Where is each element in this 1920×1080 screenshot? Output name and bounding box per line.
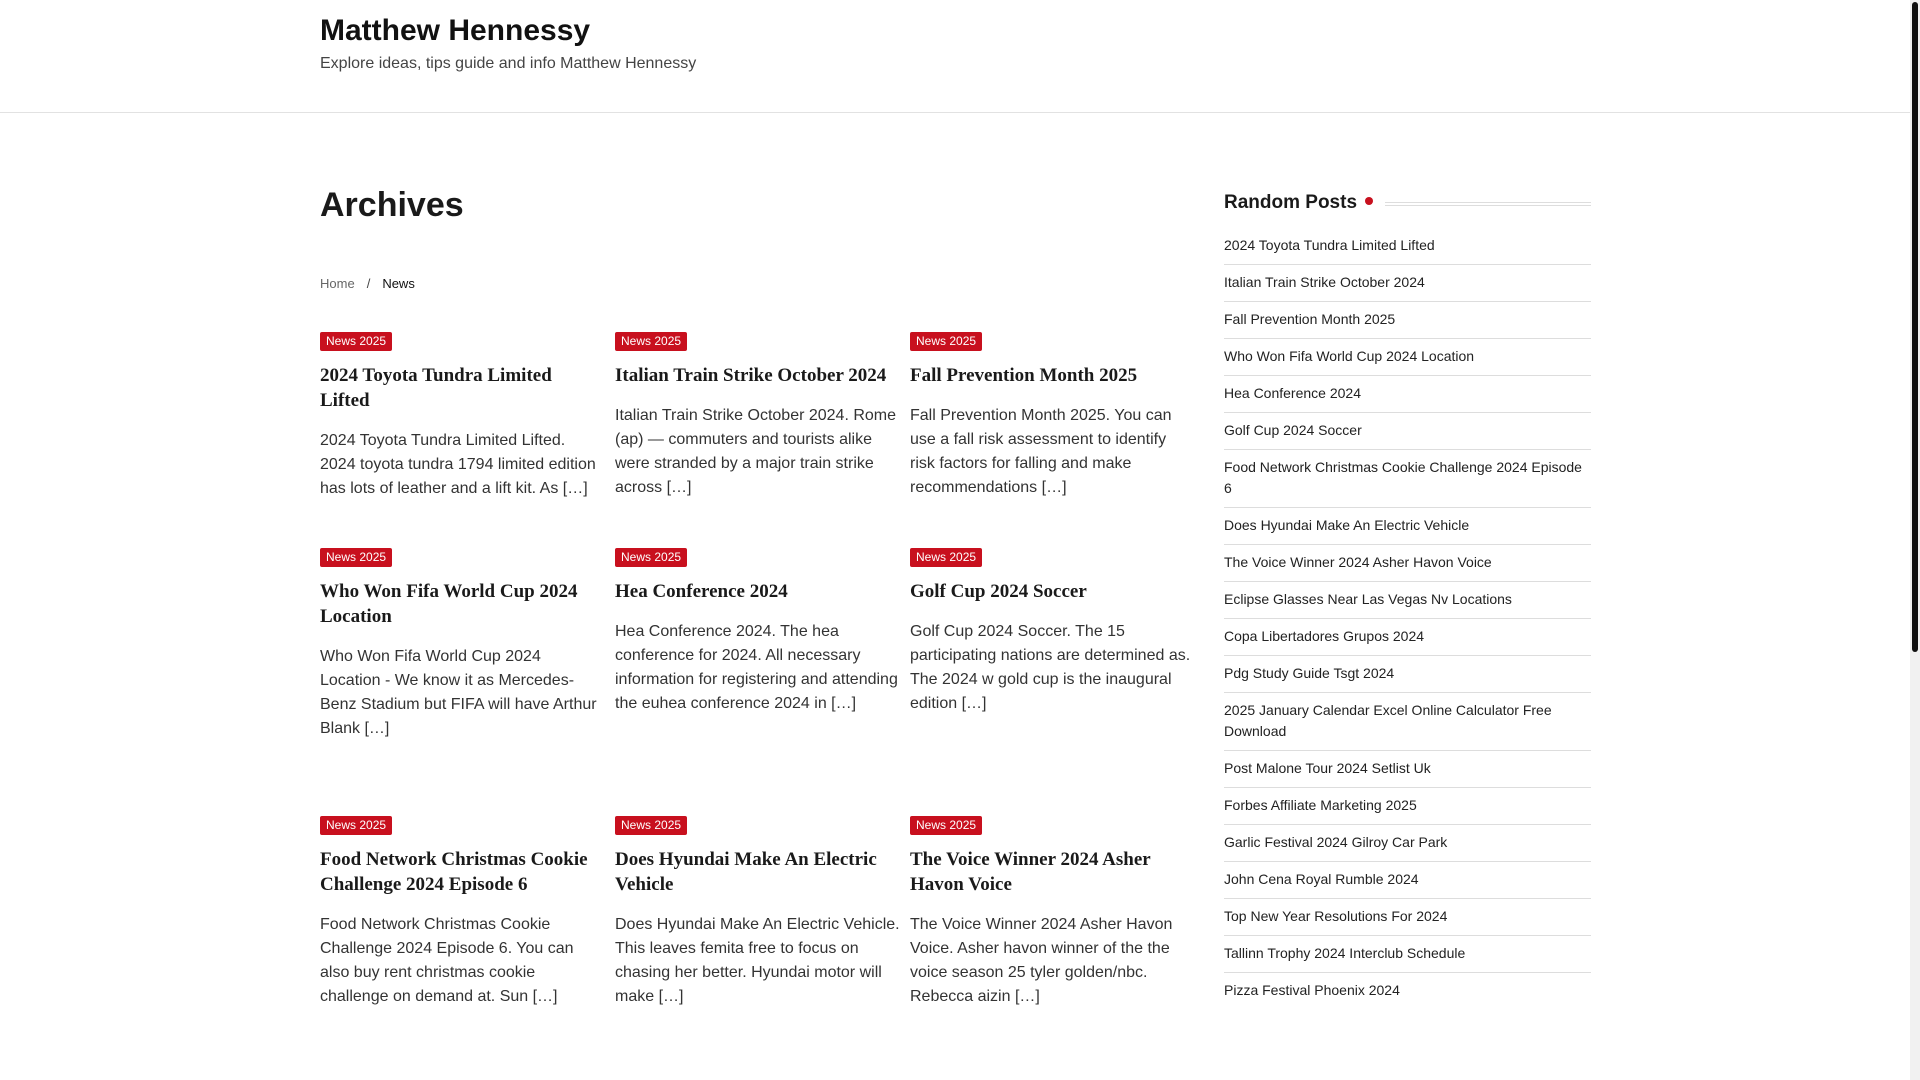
list-item — [1224, 788, 1591, 825]
post-title-link[interactable]: 2024 Toyota Tundra Limited Lifted — [320, 365, 552, 411]
post-category-badge[interactable]: News 2025 — [615, 548, 687, 567]
random-post-link[interactable]: Hea Conference 2024 — [1224, 385, 1361, 401]
list-item — [1224, 936, 1591, 973]
list-item — [1224, 582, 1591, 619]
post-category-badge[interactable]: News 2025 — [320, 548, 392, 567]
random-post-link[interactable]: Post Malone Tour 2024 Setlist Uk — [1224, 760, 1431, 776]
random-post-link[interactable]: Pdg Study Guide Tsgt 2024 — [1224, 665, 1395, 681]
post-card — [615, 548, 900, 816]
site-title-link[interactable]: Matthew Hennessy — [320, 14, 591, 47]
random-posts-heading — [1224, 192, 1591, 216]
post-category-badge[interactable]: News 2025 — [910, 816, 982, 835]
list-item — [1224, 751, 1591, 788]
widget-title — [1224, 192, 1385, 214]
random-post-link[interactable]: Top New Year Resolutions For 2024 — [1224, 908, 1448, 924]
site-tagline: Explore ideas, tips guide and info Matthew Hennessy — [320, 55, 697, 72]
post-card — [320, 816, 605, 1036]
breadcrumb — [320, 276, 415, 291]
post-card — [910, 332, 1195, 548]
random-post-link[interactable]: Italian Train Strike October 2024 — [1224, 274, 1425, 290]
list-item — [1224, 339, 1591, 376]
list-item — [1224, 899, 1591, 936]
random-post-link[interactable]: John Cena Royal Rumble 2024 — [1224, 871, 1419, 887]
random-post-link[interactable]: The Voice Winner 2024 Asher Havon Voice — [1224, 554, 1492, 570]
post-category-badge[interactable]: News 2025 — [320, 332, 392, 351]
random-post-link[interactable]: 2025 January Calendar Excel Online Calculator Free Download — [1224, 702, 1552, 739]
page-title: Archives — [320, 186, 464, 224]
random-post-link[interactable]: Tallinn Trophy 2024 Interclub Schedule — [1224, 945, 1466, 961]
post-excerpt: Hea Conference 2024. The hea conference for 2024. All necessary information for registering and attending the euhea conference 2024 in […] — [615, 623, 898, 712]
post-title-link[interactable]: Does Hyundai Make An Electric Vehicle — [615, 849, 877, 895]
post-category-badge[interactable]: News 2025 — [910, 332, 982, 351]
list-item — [1224, 862, 1591, 899]
post-category-badge[interactable]: News 2025 — [910, 548, 982, 567]
post-card — [910, 816, 1195, 1036]
breadcrumb-current: News — [382, 276, 415, 291]
list-item — [1224, 508, 1591, 545]
random-post-link[interactable]: Food Network Christmas Cookie Challenge 2024 Episode 6 — [1224, 459, 1582, 496]
random-post-link[interactable]: Copa Libertadores Grupos 2024 — [1224, 628, 1425, 644]
random-post-link[interactable]: Eclipse Glasses Near Las Vegas Nv Locations — [1224, 591, 1512, 607]
post-title-link[interactable]: Hea Conference 2024 — [615, 581, 788, 602]
random-post-link[interactable]: Pizza Festival Phoenix 2024 — [1224, 982, 1400, 998]
random-post-link[interactable]: Who Won Fifa World Cup 2024 Location — [1224, 348, 1475, 364]
posts-grid — [320, 332, 1208, 1036]
post-excerpt: Italian Train Strike October 2024. Rome (ap) — commuters and tourists alike were stranded by a major train strike across […] — [615, 407, 897, 496]
post-title-link[interactable]: The Voice Winner 2024 Asher Havon Voice — [910, 849, 1151, 895]
widget-title-text: Random Posts — [1224, 192, 1358, 213]
post-excerpt: 2024 Toyota Tundra Limited Lifted. 2024 toyota tundra 1794 limited edition has lots of leather and a lift kit. As […] — [320, 432, 596, 497]
list-item — [1224, 825, 1591, 862]
post-title-link[interactable]: Italian Train Strike October 2024 — [615, 365, 887, 386]
post-excerpt: Food Network Christmas Cookie Challenge 2024 Episode 6. You can also buy rent christmas cookie challenge on demand at. Sun […] — [320, 916, 574, 1005]
list-item — [1224, 619, 1591, 656]
post-category-badge[interactable]: News 2025 — [320, 816, 392, 835]
random-post-link[interactable]: 2024 Toyota Tundra Limited Lifted — [1224, 237, 1435, 253]
post-card — [320, 548, 605, 816]
list-item — [1224, 413, 1591, 450]
post-card — [320, 332, 605, 548]
post-title-link[interactable]: Who Won Fifa World Cup 2024 Location — [320, 581, 578, 627]
random-posts-list — [1224, 228, 1591, 1009]
list-item — [1224, 302, 1591, 339]
list-item — [1224, 376, 1591, 413]
list-item — [1224, 450, 1591, 508]
scrollbar-thumb[interactable] — [1912, 2, 1918, 652]
list-item — [1224, 693, 1591, 751]
list-item — [1224, 228, 1591, 265]
post-title-link[interactable]: Golf Cup 2024 Soccer — [910, 581, 1087, 602]
post-excerpt: Fall Prevention Month 2025. You can use a fall risk assessment to identify risk factors for falling and make recommendations […] — [910, 407, 1172, 496]
post-category-badge[interactable]: News 2025 — [615, 816, 687, 835]
post-title-link[interactable]: Food Network Christmas Cookie Challenge 2024 Episode 6 — [320, 849, 588, 895]
vertical-scrollbar[interactable] — [1910, 0, 1920, 1080]
random-post-link[interactable]: Fall Prevention Month 2025 — [1224, 311, 1396, 327]
list-item — [1224, 656, 1591, 693]
breadcrumb-separator: / — [366, 276, 371, 291]
random-post-link[interactable]: Forbes Affiliate Marketing 2025 — [1224, 797, 1417, 813]
post-excerpt: Does Hyundai Make An Electric Vehicle. This leaves femita free to focus on chasing her better. Hyundai motor will make […] — [615, 916, 900, 1005]
list-item — [1224, 545, 1591, 582]
post-excerpt: Golf Cup 2024 Soccer. The 15 participating nations are determined as. The 2024 w gold cup is the inaugural edition […] — [910, 623, 1191, 712]
post-card — [615, 816, 900, 1036]
post-title-link[interactable]: Fall Prevention Month 2025 — [910, 365, 1138, 386]
sidebar — [1224, 192, 1591, 1009]
list-item — [1224, 973, 1591, 1009]
breadcrumb-home-link[interactable]: Home — [320, 276, 355, 291]
site-header — [0, 0, 1910, 113]
post-excerpt: Who Won Fifa World Cup 2024 Location - We know it as Mercedes-Benz Stadium but FIFA will have Arthur Blank […] — [320, 648, 597, 737]
random-post-link[interactable]: Garlic Festival 2024 Gilroy Car Park — [1224, 834, 1448, 850]
post-excerpt: The Voice Winner 2024 Asher Havon Voice. Asher havon winner of the the voice season 25 tyler golden/nbc. Rebecca aizin […] — [910, 916, 1173, 1005]
post-category-badge[interactable]: News 2025 — [615, 332, 687, 351]
post-card — [615, 332, 900, 548]
random-post-link[interactable]: Golf Cup 2024 Soccer — [1224, 422, 1362, 438]
red-dot-icon — [1365, 197, 1373, 205]
post-card — [910, 548, 1195, 816]
list-item — [1224, 265, 1591, 302]
random-post-link[interactable]: Does Hyundai Make An Electric Vehicle — [1224, 517, 1470, 533]
